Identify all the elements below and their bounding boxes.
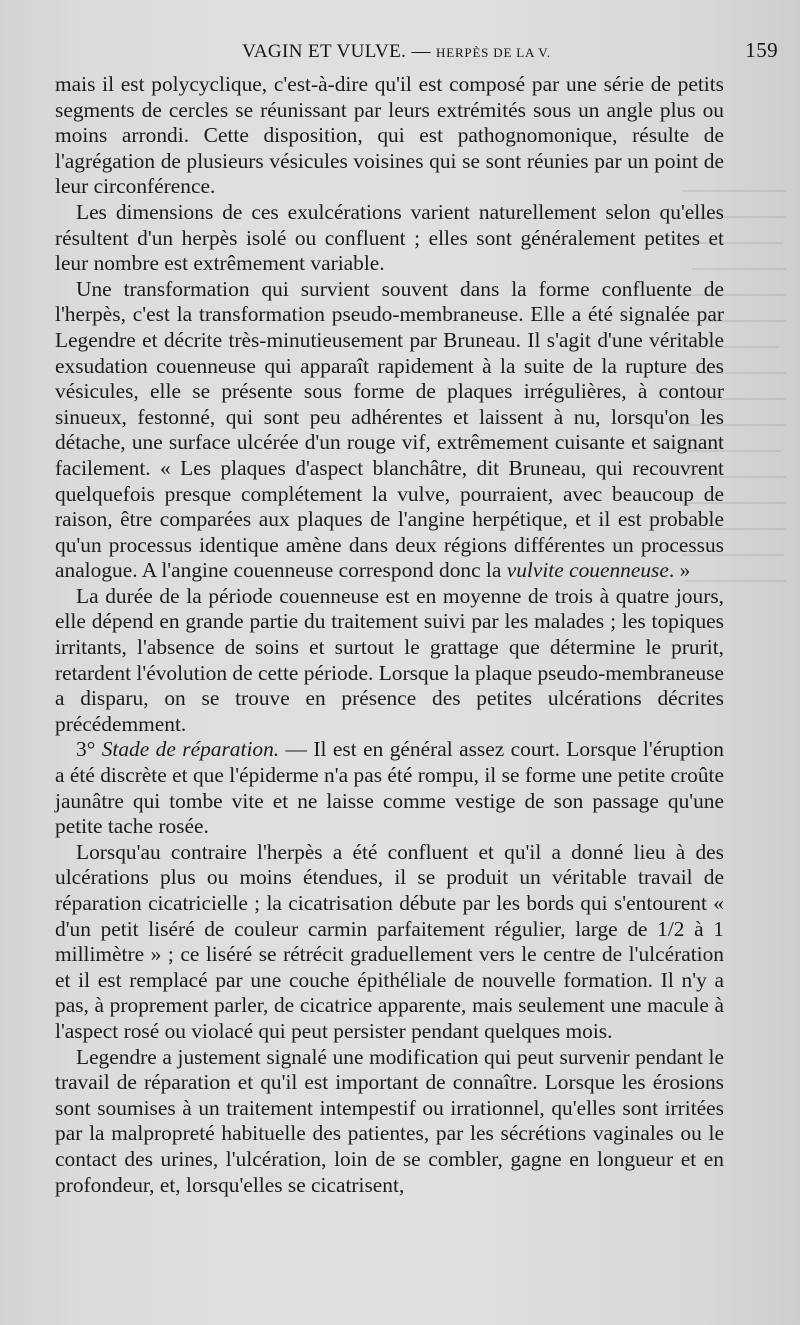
paragraph-legendre: Legendre a justement signalé une modification qui peut survenir pendant le travail de réparation et qu'il est important de connaître. Lorsque les érosions sont soumises à un traitement intempestif ou irrationnel, qu'elles sont irritées par la malpropreté habituelle des patientes, par les sécrétions vaginales ou le contact des urines, l'ulcération, loin de se combler, gagne en longueur et en profondeur, et, lorsqu'elles se cicatrisent, [55,1044,724,1197]
paragraph-duration: La durée de la période couenneuse est en moyenne de trois à quatre jours, elle dépend en grande partie du traitement suivi par les malades ; les topiques irritants, l'absence de soins et surtout le grattage que détermine le prurit, retardent l'évolution de cette période. Lorsque la plaque pseudo-membraneuse a disparu, on se trouve en présence des petites ulcérations décrites précédemment. [55,583,724,736]
paragraph-pseudo-membrane [55,277,724,584]
running-title [55,41,738,63]
stage-heading: Stade de réparation. [101,737,280,762]
paragraph-dimensions: Les dimensions de ces exulcérations varient naturellement selon qu'elles résultent d'un herpès isolé ou confluent ; elles sont généralement petites et leur nombre est extrêmement variable. [55,199,724,276]
page-number: 159 [745,38,778,62]
running-title-main: VAGIN ET VULVE. [242,41,407,62]
paragraph-continued: mais il est polycyclique, c'est-à-dire qu'il est composé par une série de petits segments de cercles se réunissant par leurs extrémités sous un angle plus ou moins arrondi. Cette disposition, qui est pathognomonique, résulte de l'agrégation de plusieurs vésicules voisines qui se sont réunies par un point de leur circonférence. [55,72,724,199]
stage-number: 3° [76,737,96,762]
running-head [55,38,778,72]
stage-three-text: — Il est en général assez court. Lorsque l'éruption a été discrète et que l'épiderme n'a pas été rompu, il se forme une petite croûte jaunâtre qui tombe vite et ne laisse comme vestige de son passage qu'une petite tache rosée. [55,737,724,839]
running-title-section: HERPÈS DE LA V. [436,45,551,60]
paragraph-confluent-repair: Lorsqu'au contraire l'herpès a été confluent et qu'il a donné lieu à des ulcérations plus ou moins étendues, il se produit un véritable travail de réparation cicatricielle ; la cicatrisation débute par les bords qui s'entourent « d'un petit liséré de couleur carmin parfaitement régulier, large de 1/2 à 1 millimètre » ; ce liséré se rétrécit graduellement vers le centre de l'ulcération et il est remplacé par une couche épithéliale de nouvelle formation. Il n'y a pas, à proprement parler, de cicatrice apparente, mais seulement une macule à l'aspect rosé ou violacé qui peut persister pendant quelques mois. [55,839,724,1043]
paragraph-pseudo-membrane-end: . » [668,558,691,583]
paragraph-stage-three [55,737,724,839]
body-text [55,72,724,1198]
term-vulvite-couenneuse: vulvite couenneuse [506,558,669,583]
paragraph-pseudo-membrane-text: Une transformation qui survient souvent dans la forme confluente de l'herpès, c'est la transformation pseudo-membraneuse. Elle a été signalée par Legendre et décrite très-minutieusement par Bruneau. Il s'agit d'une véritable exsudation couenneuse qui apparaît rapidement à la suite de la rupture des vésicules, elle se présente sous forme de plaques irrégulières, à contour sinueux, festonné, qui sont peu adhérentes et laissent à nu, lorsqu'on les détache, une surface ulcérée d'un rouge vif, extrêmement cuisante et saignant facilement. « Les plaques d'aspect blanchâtre, dit Bruneau, qui recouvrent quelquefois presque complétement la vulve, pourraient, avec beaucoup de raison, être comparées aux plaques de l'angine herpétique, et il est probable qu'un processus identique amène dans deux régions différentes un processus analogue. A l'angine couenneuse correspond donc la [55,276,724,583]
running-title-dash: — [406,41,437,62]
